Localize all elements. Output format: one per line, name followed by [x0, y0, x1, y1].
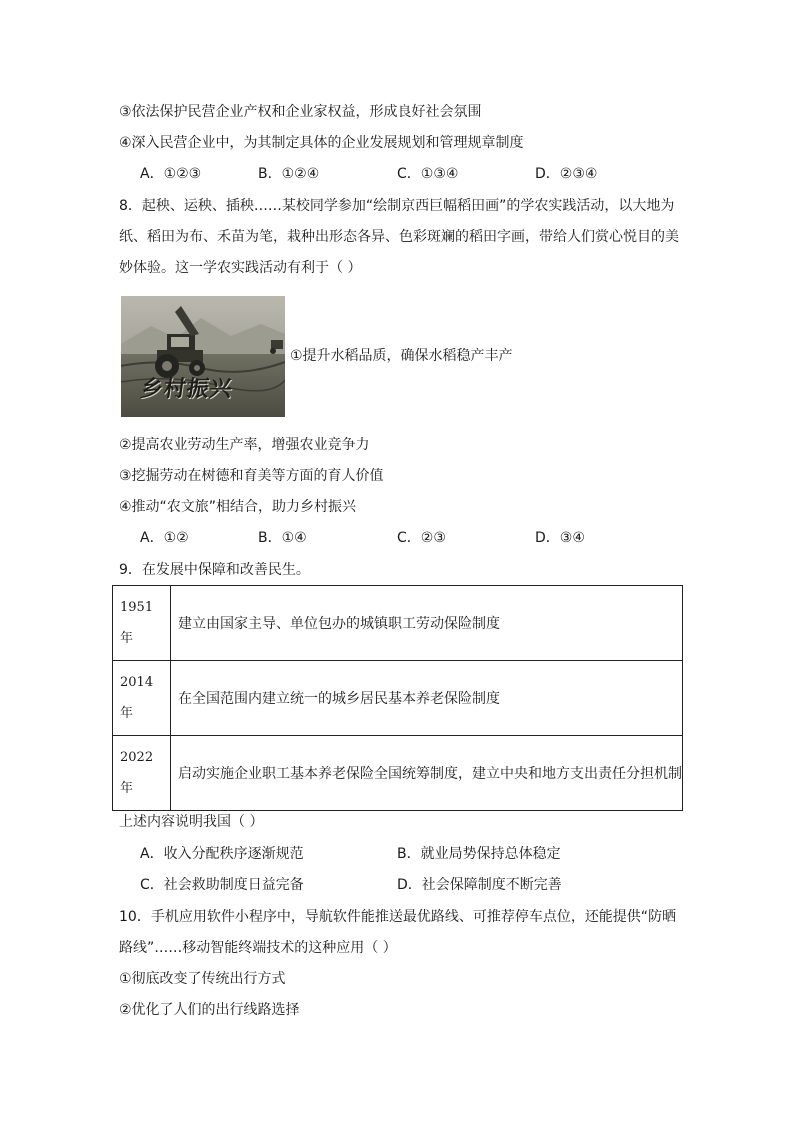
year-number: 2014	[120, 675, 154, 690]
year-cell	[113, 586, 171, 661]
q10-item-1: ①彻底改变了传统出行方式	[119, 971, 286, 987]
table-row	[113, 586, 683, 661]
q7-option-a: A．①②③	[140, 166, 202, 182]
q10-stem-line-1: 10．手机应用软件小程序中，导航软件能推送最优路线、可推荐停车点位，还能提供“防晒	[119, 909, 677, 925]
q8-item-4: ④推动“农文旅”相结合，助力乡村振兴	[119, 499, 357, 515]
q8-option-b: B．①④	[258, 530, 307, 546]
q7-option-d: D．②③④	[535, 166, 598, 182]
year-unit: 年	[120, 781, 134, 796]
q8-item-3: ③挖掘劳动在树德和育美等方面的育人价值	[119, 468, 384, 484]
rural-revitalization-photo	[121, 296, 285, 417]
q9-stem: 9．在发展中保障和改善民生。	[119, 562, 310, 578]
q9-option-a: A．收入分配秩序逐渐规范	[140, 846, 304, 862]
table-row	[113, 736, 683, 811]
q10-item-2: ②优化了人们的出行线路选择	[119, 1002, 300, 1018]
q10-stem-line-2: 路线”……移动智能终端技术的这种应用（ ）	[119, 940, 397, 956]
q7-option-b: B．①②④	[258, 166, 320, 182]
year-unit: 年	[120, 631, 134, 646]
q7-option-c: C．①③④	[397, 166, 459, 182]
q8-option-c: C．②③	[397, 530, 446, 546]
q7-item-4: ④深入民营企业中，为其制定具体的企业发展规划和管理规章制度	[119, 135, 524, 151]
q9-option-d: D．社会保障制度不断完善	[397, 877, 562, 893]
social-security-table	[112, 585, 683, 811]
q9-option-b: B．就业局势保持总体稳定	[397, 846, 561, 862]
policy-description: 建立由国家主导、单位包办的城镇职工劳动保险制度	[171, 586, 683, 661]
photo-caption: 乡村振兴	[138, 377, 235, 402]
year-number: 1951	[120, 600, 154, 615]
q8-option-a: A．①②	[140, 530, 189, 546]
q7-item-3: ③依法保护民营企业产权和企业家权益，形成良好社会氛围	[119, 104, 482, 120]
year-cell	[113, 736, 171, 811]
q9-question: 上述内容说明我国（ ）	[119, 814, 264, 830]
q8-item-1: ①提升水稻品质，确保水稻稳产丰产	[290, 348, 513, 364]
q8-stem-line-3: 妙体验。这一学农实践活动有利于（ ）	[119, 260, 362, 276]
q8-stem-line-2: 纸、稻田为布、禾苗为笔，栽种出形态各异、色彩斑斓的稻田字画，带给人们赏心悦目的美	[119, 229, 679, 245]
q8-option-d: D．③④	[535, 530, 585, 546]
policy-description: 启动实施企业职工基本养老保险全国统筹制度，建立中央和地方支出责任分担机制	[171, 736, 683, 811]
year-number: 2022	[120, 750, 154, 765]
q9-option-c: C．社会救助制度日益完备	[140, 877, 304, 893]
year-cell	[113, 661, 171, 736]
q8-item-2: ②提高农业劳动生产率，增强农业竞争力	[119, 437, 370, 453]
policy-description: 在全国范围内建立统一的城乡居民基本养老保险制度	[171, 661, 683, 736]
q8-stem-line-1: 8．起秧、运秧、插秧……某校同学参加“绘制京西巨幅稻田画”的学农实践活动，以大地为	[119, 198, 675, 214]
year-unit: 年	[120, 706, 134, 721]
table-row	[113, 661, 683, 736]
